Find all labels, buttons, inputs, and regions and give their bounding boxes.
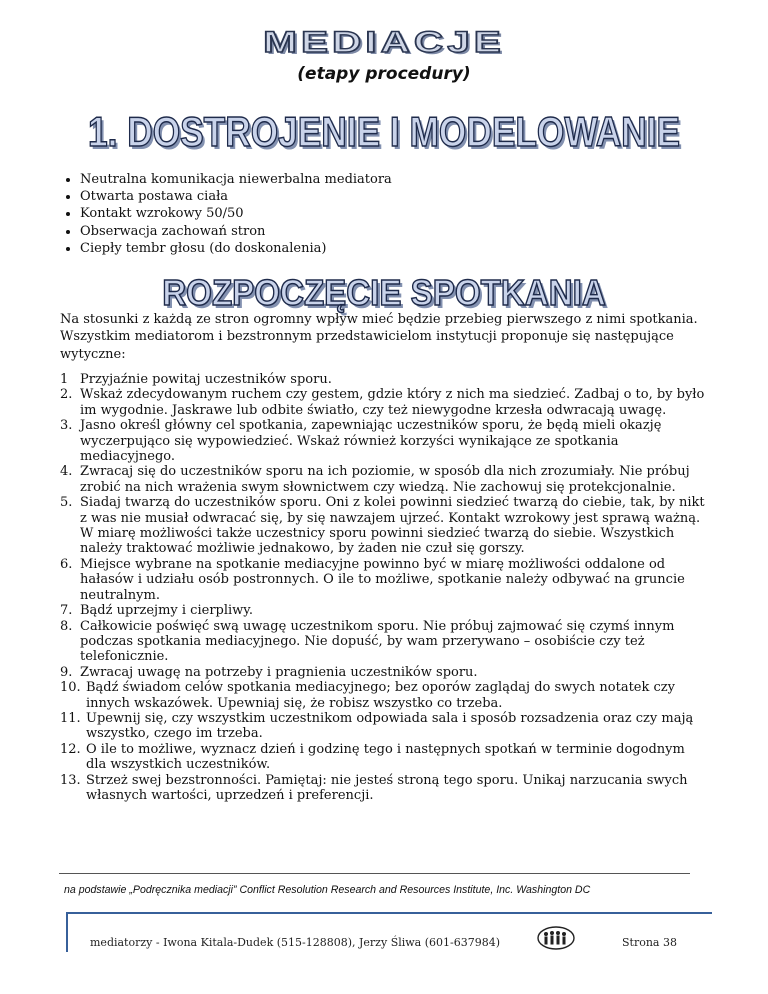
page-subtitle: (etapy procedury) bbox=[297, 64, 471, 84]
section1-heading: 1. DOSTROJENIE I MODELOWANIE bbox=[87, 108, 680, 155]
list-item bbox=[60, 680, 708, 711]
bullet-list bbox=[58, 171, 392, 257]
item-text: Bądź uprzejmy i cierpliwy. bbox=[80, 603, 254, 619]
list-item bbox=[60, 495, 708, 557]
item-number: 8. bbox=[60, 618, 73, 634]
list-item bbox=[60, 665, 708, 680]
list-item: • Obserwacja zachowań stron bbox=[80, 223, 392, 240]
list-item bbox=[60, 387, 708, 418]
item-text: Strzeż swej bezstronności. Pamiętaj: nie jesteś stroną tego sporu. Unikaj narzucania swych własnych wartości, uprzedzeń i preferencji. bbox=[86, 772, 688, 803]
item-text: Jasno określ główny cel spotkania, zapewniając uczestników sporu, że będą mieli okazję wyczerpująco się wypowiedzieć. Wskaż również korzyści wynikające ze spotkania mediacyjnego. bbox=[80, 418, 662, 465]
list-item bbox=[60, 418, 708, 464]
item-number: 10. bbox=[60, 680, 81, 696]
item-text: Siadaj twarzą do uczestników sporu. Oni z kolei powinni siedzieć twarzą do ciebie, tak, by nikt z was nie musiał odwracać się, by się nawzajem ujrzeć. Kontakt wzrokowy jest sprawą ważną. W miarę możliwości także uczestnicy sporu powinni siedzieć twarzą do siebie. Wszystkich należy traktować możliwie jednakowo, by żaden nie czuł się gorszy. bbox=[80, 495, 705, 557]
people-group-icon bbox=[536, 926, 576, 950]
footer-authors: mediatorzy - Iwona Kitala-Dudek (515-128808), Jerzy Śliwa (601-637984) bbox=[90, 936, 501, 949]
list-item bbox=[60, 464, 708, 495]
list-item bbox=[60, 619, 708, 665]
guidelines-list bbox=[60, 372, 708, 803]
list-item bbox=[60, 742, 708, 773]
item-number: 6. bbox=[60, 556, 73, 572]
item-number: 5. bbox=[60, 495, 73, 511]
list-item bbox=[60, 711, 708, 742]
list-item bbox=[60, 372, 708, 387]
item-text: Bądź świadom celów spotkania mediacyjnego; bez oporów zaglądaj do swych notatek czy innych wskazówek. Upewniaj się, że robisz wszystko co trzeba. bbox=[86, 680, 675, 711]
item-number: 7. bbox=[60, 603, 73, 619]
list-item bbox=[60, 603, 708, 618]
separator-line bbox=[59, 873, 690, 874]
item-text: Miejsce wybrane na spotkanie mediacyjne powinno być w miarę możliwości oddalone od hałasów i udziału osób postronnych. O ile to możliwe, spotkanie należy odbywać na gruncie neutralnym. bbox=[80, 556, 685, 603]
item-number: 9. bbox=[60, 664, 73, 680]
section2-heading: ROZPOCZĘCIE SPOTKANIA bbox=[162, 272, 606, 313]
item-number: 13. bbox=[60, 772, 81, 788]
item-text: Zwracaj się do uczestników sporu na ich poziomie, w sposób dla nich zrozumiały. Nie próbuj zrobić na nich wrażenia swym słownictwem czy wiedzą. Nie zachowuj się protekcjonalnie. bbox=[80, 464, 690, 495]
item-number: 3. bbox=[60, 418, 73, 434]
list-item: • Ciepły tembr głosu (do doskonalenia) bbox=[80, 240, 392, 257]
intro-paragraph: Na stosunki z każdą ze stron ogromny wpływ mieć będzie przebieg pierwszego z nimi spotkania. Wszystkim mediatorom i bezstronnym przedstawicielom instytucji proponuje się następujące wytyczne: bbox=[60, 312, 698, 362]
item-text: O ile to możliwe, wyznacz dzień i godzinę tego i następnych spotkań w terminie dogodnym dla wszystkich uczestników. bbox=[86, 741, 685, 773]
item-text: Upewnij się, czy wszystkim uczestnikom odpowiada sala i sposób rozsadzenia oraz czy mają wszystko, czego im trzeba. bbox=[86, 710, 694, 742]
item-number: 12. bbox=[60, 741, 81, 757]
item-text: Wskaż zdecydowanym ruchem czy gestem, gdzie który z nich ma siedzieć. Zadbaj o to, by było im wygodnie. Jaskrawe lub odbite światło, czy też niewygodne krzesła odwracają uwagę. bbox=[80, 387, 705, 418]
item-text: Przyjaźnie powitaj uczestników sporu. bbox=[80, 372, 332, 387]
list-item: • Kontakt wzrokowy 50/50 bbox=[80, 205, 392, 222]
page-number: Strona 38 bbox=[622, 936, 677, 949]
item-text: Zwracaj uwagę na potrzeby i pragnienia uczestników sporu. bbox=[80, 664, 478, 680]
footer-left-border bbox=[66, 912, 68, 952]
list-item: • Otwarta postawa ciała bbox=[80, 188, 392, 205]
item-number: 2. bbox=[60, 387, 73, 403]
item-number: 1 bbox=[60, 372, 69, 387]
item-text: Całkowicie poświęć swą uwagę uczestnikom sporu. Nie próbuj zajmować się czymś innym podczas spotkania mediacyjnego. Nie dopuść, by wam przerywano – osobiście czy też telefonicznie. bbox=[80, 618, 675, 665]
list-item bbox=[60, 557, 708, 603]
item-number: 11. bbox=[60, 710, 81, 726]
list-item: • Neutralna komunikacja niewerbalna mediatora bbox=[80, 171, 392, 188]
list-item bbox=[60, 773, 708, 804]
source-note: na podstawie „Podręcznika mediacji” Conflict Resolution Research and Resources Institute, Inc. Washington DC bbox=[64, 884, 591, 896]
page-title: MEDIACJE bbox=[263, 26, 505, 59]
item-number: 4. bbox=[60, 464, 73, 480]
footer-top-border bbox=[66, 912, 712, 914]
